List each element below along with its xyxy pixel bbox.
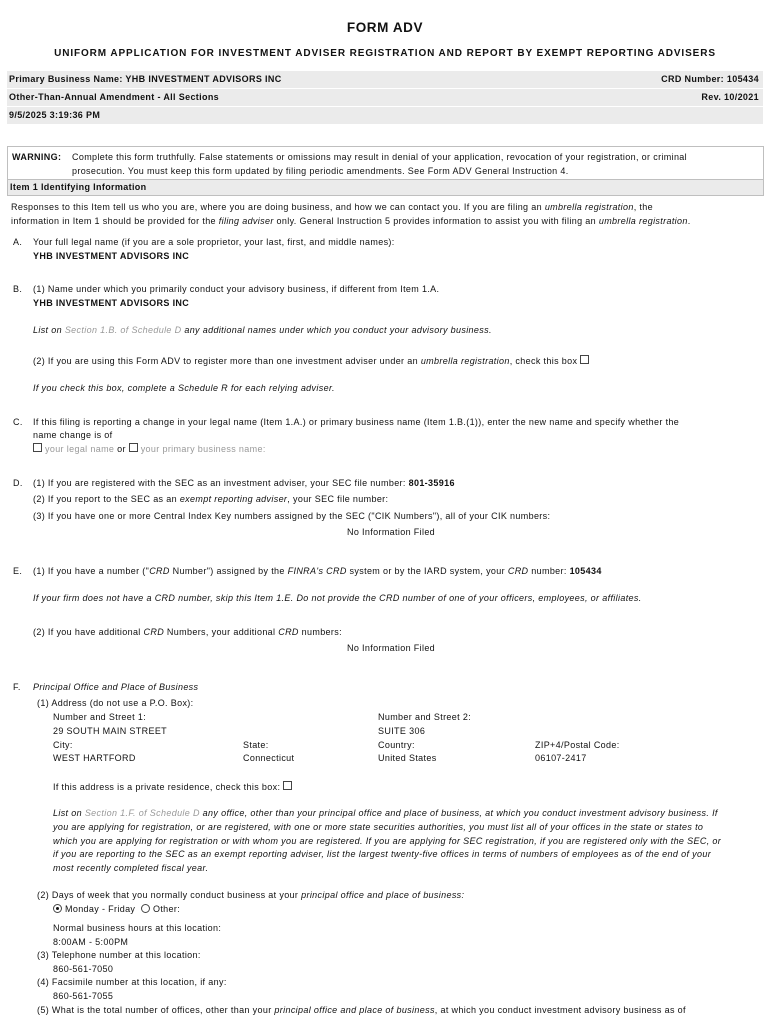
item-c-line-1: If this filing is reporting a change in your legal name (Item 1.A.) or primary business name (Item 1.B.(1)), enter the new name and specify whether the [33,417,680,427]
item-b-question-2: (2) If you are using this Form ADV to register more than one investment adviser under an umbrella registration, check this box [33,355,592,366]
street1-value: 29 SOUTH MAIN STREET [53,726,168,736]
hours-label: Normal business hours at this location: [53,923,222,933]
item-c-line-2: name change is of [33,430,113,440]
schedule-d-1f-link[interactable]: Section 1.F. of Schedule D [84,808,200,818]
item-a-question: Your full legal name (if you are a sole proprietor, your last, first, and middle names): [33,237,395,247]
item-f-schedule-note-5: most recently completed fiscal year. [53,863,209,873]
additional-crd-value: No Information Filed [347,643,436,653]
item1-intro-line-1: Responses to this Item tell us who you are, where you are doing business, and how we can contact you. If you are filing an umbrella registration, the [11,202,653,212]
item-e-question-1: (1) If you have a number ("CRD Number") assigned by the FINRA's CRD system or by the IARD system, your CRD number: 105434 [33,566,602,576]
street1-label: Number and Street 1: [53,712,147,722]
header-band-2 [7,89,763,106]
warning-label: WARNING: [12,152,62,162]
country-value: United States [378,753,437,763]
item-b-letter: B. [13,284,23,294]
private-residence-checkbox[interactable] [283,781,292,790]
item-f-heading: Principal Office and Place of Business [33,682,199,692]
item-b-question-1: (1) Name under which you primarily conduct your advisory business, if different from Item 1.A. [33,284,440,294]
private-residence-row: If this address is a private residence, check this box: [53,781,295,792]
city-label: City: [53,740,73,750]
phone-value: 860-561-7050 [53,964,114,974]
item-f-schedule-note-1: List on Section 1.F. of Schedule D any office, other than your principal office and place of business, at which you conduct investment advisory business. If [53,808,718,818]
street2-value: SUITE 306 [378,726,426,736]
item1-heading: Item 1 Identifying Information [10,182,147,192]
revision: Rev. 10/2021 [701,92,759,102]
hours-value: 8:00AM - 5:00PM [53,937,129,947]
business-name-change-checkbox[interactable] [129,443,138,452]
form-title: FORM ADV [346,20,424,35]
warning-line-2: prosecution. You must keep this form updated by filing periodic amendments. See Form ADV General Instruction 4. [72,166,569,176]
zip-label: ZIP+4/Postal Code: [535,740,620,750]
header-band-1 [7,71,763,88]
other-days-radio[interactable] [141,904,150,913]
state-label: State: [243,740,269,750]
sec-file-number: 801-35916 [408,478,455,488]
days-question: (2) Days of week that you normally conduct business at your principal office and place of business: [37,890,465,900]
monday-friday-radio[interactable] [53,904,62,913]
cik-numbers-value: No Information Filed [347,527,436,537]
item-b-relying-note: If you check this box, complete a Schedule R for each relying adviser. [33,383,335,393]
item-e-note: If your firm does not have a CRD number, skip this Item 1.E. Do not provide the CRD number of one of your officers, employees, or affiliates. [33,593,642,603]
crd-number: CRD Number: 105434 [661,74,759,84]
item-f-schedule-note-2: you are applying for registration, or are registered, with one or more state securities authorities, you must list all of your offices in the state or states to [53,822,704,832]
city-value: WEST HARTFORD [53,753,136,763]
umbrella-registration-checkbox[interactable] [580,355,589,364]
item1-intro-line-2: information in Item 1 should be provided for the filing adviser only. General Instruction 5 provides information to assist you with filing an umbrella registration. [11,216,691,226]
item-e-letter: E. [13,566,23,576]
warning-line-1: Complete this form truthfully. False statements or omissions may result in denial of your application, revocation of your registration, or criminal [72,152,688,162]
schedule-d-1b-link[interactable]: Section 1.B. of Schedule D [64,325,182,335]
item-f-schedule-note-3: which you are applying for registration or with whom you are registered. If you are applying for SEC registration, if you are registered only with the SEC, or [53,836,722,846]
street2-label: Number and Street 2: [378,712,472,722]
zip-value: 06107-2417 [535,753,587,763]
item-b-schedule-note: List on Section 1.B. of Schedule D any additional names under which you conduct your advisory business. [33,325,492,335]
form-subtitle: UNIFORM APPLICATION FOR INVESTMENT ADVISER REGISTRATION AND REPORT BY EXEMPT REPORTING ADVISERS [54,48,716,59]
crd-number-value: 105434 [569,566,602,576]
item-d-question-1: (1) If you are registered with the SEC as an investment adviser, your SEC file number: 801-35916 [33,478,455,488]
offices-question: (5) What is the total number of offices, other than your principal office and place of business, at which you conduct investment advisory business as of [37,1005,686,1015]
header-band-3 [7,107,763,124]
item1-heading-bar [7,179,764,196]
item-e-question-2: (2) If you have additional CRD Numbers, your additional CRD numbers: [33,627,342,637]
legal-name-value: YHB INVESTMENT ADVISORS INC [33,251,190,261]
item-f-schedule-note-4: if you are reporting to the SEC as an exempt reporting adviser, list the largest twenty-five offices in terms of numbers of employees as of the end of your [53,849,712,859]
business-name-value: YHB INVESTMENT ADVISORS INC [33,298,190,308]
item-c-options: your legal name or your primary business name: [33,443,266,454]
amendment-type: Other-Than-Annual Amendment - All Sections [9,92,220,102]
address-label: (1) Address (do not use a P.O. Box): [37,698,194,708]
fax-value: 860-561-7055 [53,991,114,1001]
item-d-question-3: (3) If you have one or more Central Index Key numbers assigned by the SEC ("CIK Numbers"), all of your CIK numbers: [33,511,551,521]
warning-box [7,146,764,182]
country-label: Country: [378,740,415,750]
item-d-letter: D. [13,478,23,488]
phone-label: (3) Telephone number at this location: [37,950,201,960]
timestamp: 9/5/2025 3:19:36 PM [9,110,101,120]
days-options: Monday - Friday Other: [53,904,180,914]
item-d-question-2: (2) If you report to the SEC as an exempt reporting adviser, your SEC file number: [33,494,389,504]
state-value: Connecticut [243,753,295,763]
item-c-letter: C. [13,417,23,427]
primary-business-name: Primary Business Name: YHB INVESTMENT ADVISORS INC [9,74,282,84]
legal-name-change-checkbox[interactable] [33,443,42,452]
item-a-letter: A. [13,237,23,247]
item-f-letter: F. [13,682,21,692]
fax-label: (4) Facsimile number at this location, if any: [37,977,227,987]
